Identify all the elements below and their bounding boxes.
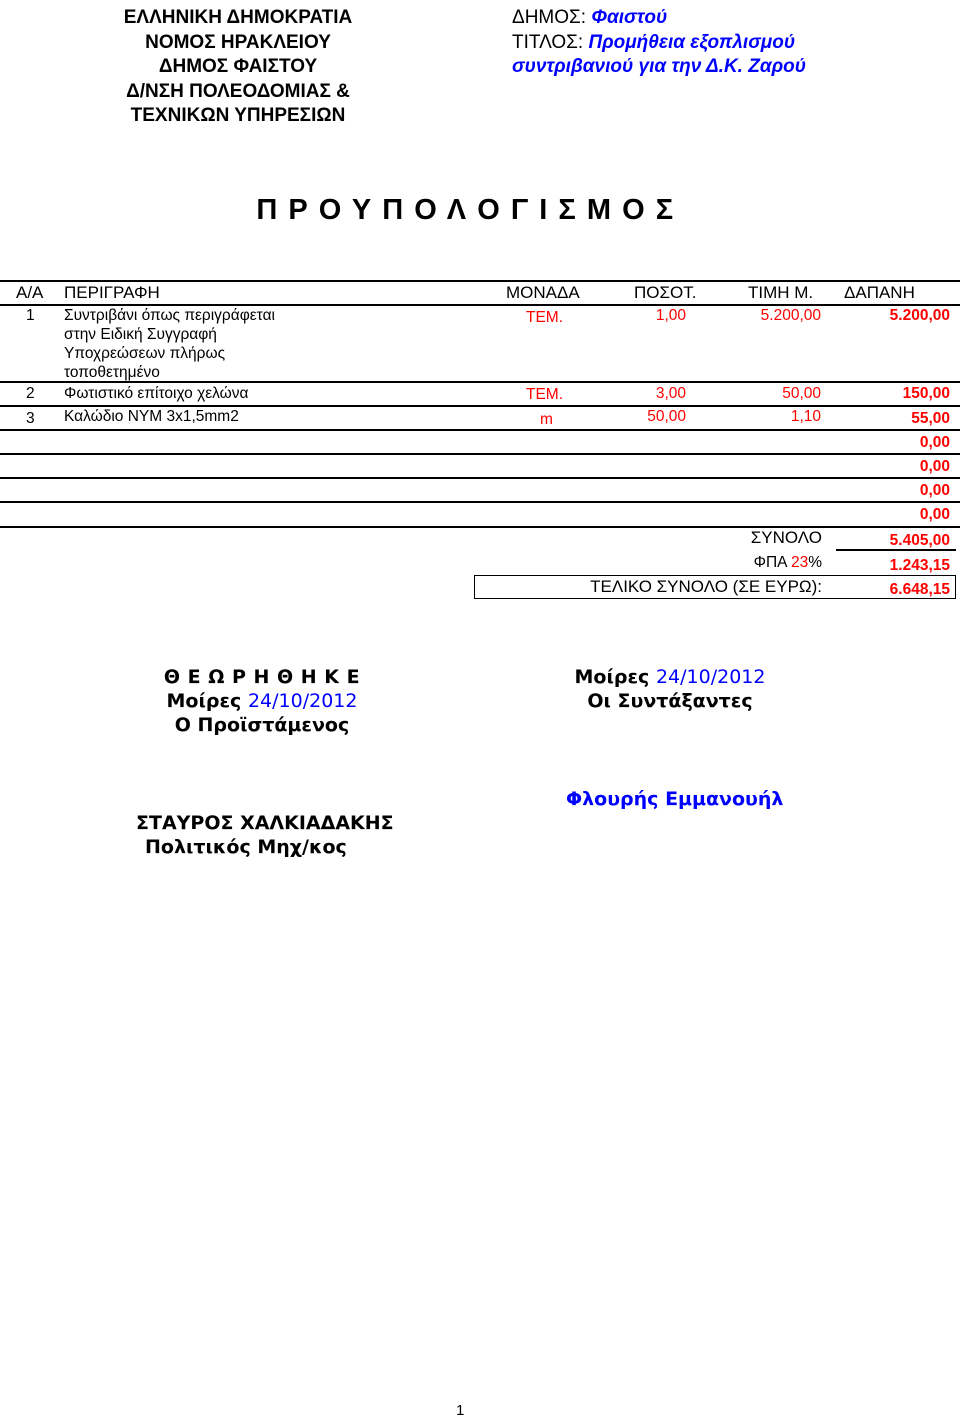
vat-line	[740, 553, 822, 572]
approval-role: Ο Προϊστάμενος	[174, 714, 350, 736]
municipality-label: ΔΗΜΟΣ:	[512, 7, 587, 28]
document-title: Π Ρ Ο Υ Π Ο Λ Ο Γ Ι Σ Μ Ο Σ	[256, 194, 674, 226]
authors-block	[550, 665, 790, 713]
row-unit: ΤΕΜ.	[526, 386, 564, 403]
authors-role: Οι Συντάξαντες	[587, 690, 753, 712]
row-price: 1,10	[790, 408, 821, 425]
row-aa: 1	[26, 307, 35, 324]
col-header-aa: Α/Α	[16, 283, 44, 302]
subtotal-label: ΣΥΝΟΛΟ	[750, 528, 822, 547]
row-cost: 0,00	[919, 458, 950, 475]
row-description-line: στην Ειδική Συγγραφή	[64, 326, 217, 343]
row-cost: 0,00	[919, 506, 950, 523]
vat-pct: %	[808, 554, 822, 571]
row-unit: ΤΕΜ.	[526, 309, 564, 326]
approval-block	[140, 665, 384, 737]
header-line: ΤΕΧΝΙΚΩΝ ΥΠΗΡΕΣΙΩΝ	[130, 105, 346, 126]
col-header-price: ΤΙΜΗ Μ.	[748, 283, 814, 302]
header-line: Δ/ΝΣΗ ΠΟΛΕΟΔΟΜΙΑΣ &	[126, 80, 350, 102]
municipality-value: Φαιστού	[591, 7, 668, 28]
vat-value: 1.243,15	[889, 557, 950, 574]
row-rule	[0, 501, 960, 503]
approver-title: Πολιτικός Μηχ/κος	[145, 836, 347, 858]
row-aa: 2	[26, 385, 35, 402]
row-cost: 55,00	[911, 410, 950, 427]
col-header-cost: ΔΑΠΑΝΗ	[844, 283, 915, 302]
header-line: ΕΛΛΗΝΙΚΗ ΔΗΜΟΚΡΑΤΙΑ	[123, 7, 353, 28]
approval-heading: Θ Ε Ω Ρ Η Θ Η Κ Ε	[163, 666, 361, 688]
row-qty: 50,00	[647, 408, 686, 425]
row-aa: 3	[26, 410, 35, 427]
row-cost: 5.200,00	[889, 307, 950, 324]
vat-rate: 23	[790, 554, 809, 571]
row-description-line: Υποχρεώσεων πλήρως	[64, 345, 226, 362]
row-price: 5.200,00	[760, 307, 821, 324]
col-header-unit: ΜΟΝΑΔΑ	[506, 283, 580, 302]
col-header-description: ΠΕΡΙΓΡΑΦΗ	[64, 283, 160, 302]
approval-place-date: Μοίρες 24/10/2012	[166, 690, 358, 712]
vat-label: ΦΠΑ	[753, 554, 787, 571]
row-unit: m	[540, 411, 553, 428]
title-label: ΤΙΤΛΟΣ:	[512, 31, 584, 53]
row-cost: 0,00	[919, 434, 950, 451]
author-name: Φλουρής Εμμανουήλ	[566, 788, 784, 810]
row-qty: 1,00	[655, 307, 686, 324]
row-rule	[0, 429, 960, 431]
approver-name: ΣΤΑΥΡΟΣ ΧΑΛΚΙΑΔΑΚΗΣ	[136, 812, 394, 834]
subtotal-rule	[836, 549, 956, 551]
row-rule	[0, 453, 960, 455]
authority-header	[0, 6, 476, 129]
grand-total-label: ΤΕΛΙΚΟ ΣΥΝΟΛΟ (ΣΕ ΕΥΡΩ):	[590, 577, 822, 596]
row-rule	[0, 381, 960, 383]
row-price: 50,00	[782, 385, 821, 402]
project-header	[512, 6, 806, 80]
row-description-line: Φωτιστικό επίτοιχο χελώνα	[64, 385, 249, 402]
row-description-line: Συντριβάνι όπως περιγράφεται	[64, 307, 275, 324]
header-line: ΝΟΜΟΣ ΗΡΑΚΛΕΙΟΥ	[145, 31, 331, 53]
page-number: 1	[456, 1402, 465, 1419]
row-cost: 150,00	[902, 385, 950, 402]
grand-total-value: 6.648,15	[889, 581, 950, 598]
title-value-line1: Προμήθεια εξοπλισμού	[588, 31, 796, 53]
subtotal-value: 5.405,00	[889, 532, 950, 549]
row-description-line: Καλώδιο ΝΥΜ 3x1,5mm2	[64, 408, 239, 425]
row-rule	[0, 477, 960, 479]
authors-place-date: Μοίρες 24/10/2012	[574, 666, 766, 688]
col-header-qty: ΠΟΣΟΤ.	[634, 283, 697, 302]
header-line: ΔΗΜΟΣ ΦΑΙΣΤΟΥ	[158, 56, 318, 77]
row-description-line: τοποθετημένο	[64, 364, 160, 381]
title-value-line2: συντριβανιού για την Δ.Κ. Ζαρού	[512, 56, 806, 77]
row-cost: 0,00	[919, 482, 950, 499]
table-top-rule	[0, 280, 960, 282]
row-qty: 3,00	[655, 385, 686, 402]
